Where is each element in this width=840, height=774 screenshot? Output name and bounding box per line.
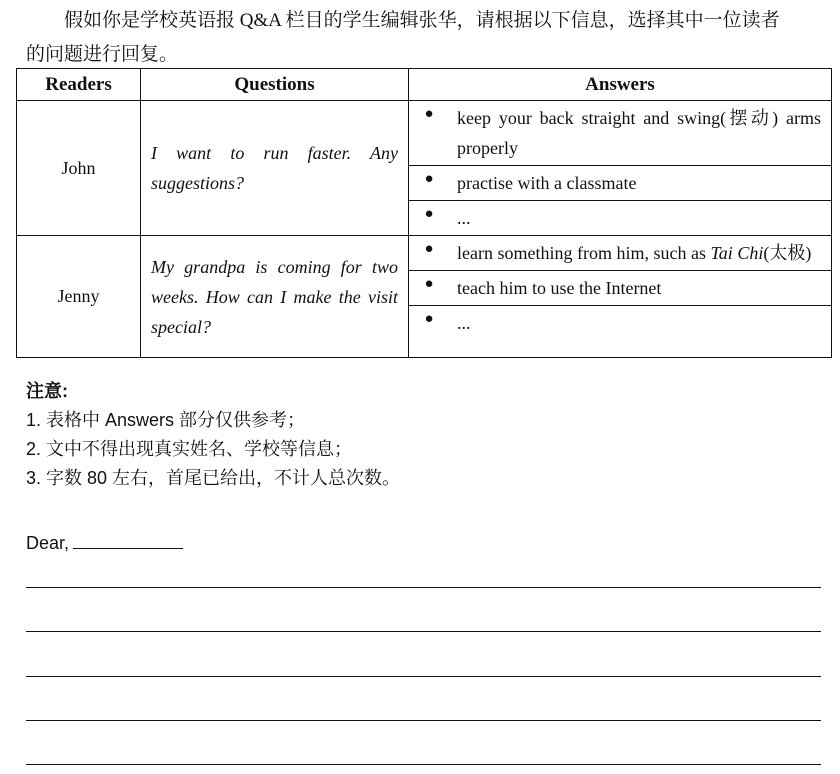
question-text: My grandpa is coming for two weeks. How can I make the visit special? <box>141 236 409 358</box>
reader-name: John <box>17 101 141 236</box>
header-questions: Questions <box>141 69 409 101</box>
letter-salutation <box>26 530 183 554</box>
answer-text: teach him to use the Internet <box>457 278 662 298</box>
bullet-icon: ● <box>424 206 434 222</box>
writing-line[interactable] <box>26 631 821 632</box>
note-item: 3. 字数 80 左右，首尾已给出，不计人总次数。 <box>26 468 401 488</box>
writing-line[interactable] <box>26 676 821 677</box>
table-row <box>17 101 832 236</box>
answer-item <box>409 101 831 166</box>
answer-text-post: (太极) <box>763 243 812 263</box>
reader-name: Jenny <box>17 236 141 358</box>
answer-item <box>409 166 831 201</box>
bullet-icon: ● <box>424 241 434 257</box>
notes-title: 注意: <box>26 381 68 401</box>
answer-item <box>409 236 831 271</box>
header-readers: Readers <box>17 69 141 101</box>
answer-text: keep your back straight and swing(摆动) arms properly <box>457 108 821 158</box>
qa-table <box>16 68 832 358</box>
bullet-icon: ● <box>424 106 434 122</box>
table-header-row <box>17 69 832 101</box>
answer-item <box>409 271 831 306</box>
writing-line[interactable] <box>26 587 821 588</box>
answer-text-italic: Tai Chi <box>710 243 764 263</box>
answer-item <box>409 201 831 235</box>
writing-line[interactable] <box>26 720 821 721</box>
answer-text-pre: learn something from him, such as <box>457 243 711 263</box>
answer-item <box>409 306 831 340</box>
answer-text: practise with a classmate <box>457 173 637 193</box>
note-item: 2. 文中不得出现真实姓名、学校等信息； <box>26 439 353 459</box>
note-item: 1. 表格中 Answers 部分仅供参考； <box>26 410 306 430</box>
writing-line[interactable] <box>26 764 821 765</box>
salutation-text: Dear, <box>26 533 70 553</box>
instructions-line-1: 假如你是学校英语报 Q&A 栏目的学生编辑张华，请根据以下信息，选择其中一位读者 <box>64 10 780 31</box>
instructions-line-2: 的问题进行回复。 <box>26 44 179 65</box>
bullet-icon: ● <box>424 171 434 187</box>
answers-cell <box>409 101 832 236</box>
question-text: I want to run faster. Any suggestions? <box>141 101 409 236</box>
answer-text: ... <box>457 208 471 228</box>
answer-text: ... <box>457 313 471 333</box>
bullet-icon: ● <box>424 311 434 327</box>
table-row <box>17 236 832 358</box>
bullet-icon: ● <box>424 276 434 292</box>
instructions <box>26 4 826 72</box>
header-answers: Answers <box>409 69 832 101</box>
name-blank[interactable] <box>73 530 183 549</box>
answer-text <box>449 236 831 270</box>
answers-cell <box>409 236 832 358</box>
notes-section <box>26 377 400 493</box>
